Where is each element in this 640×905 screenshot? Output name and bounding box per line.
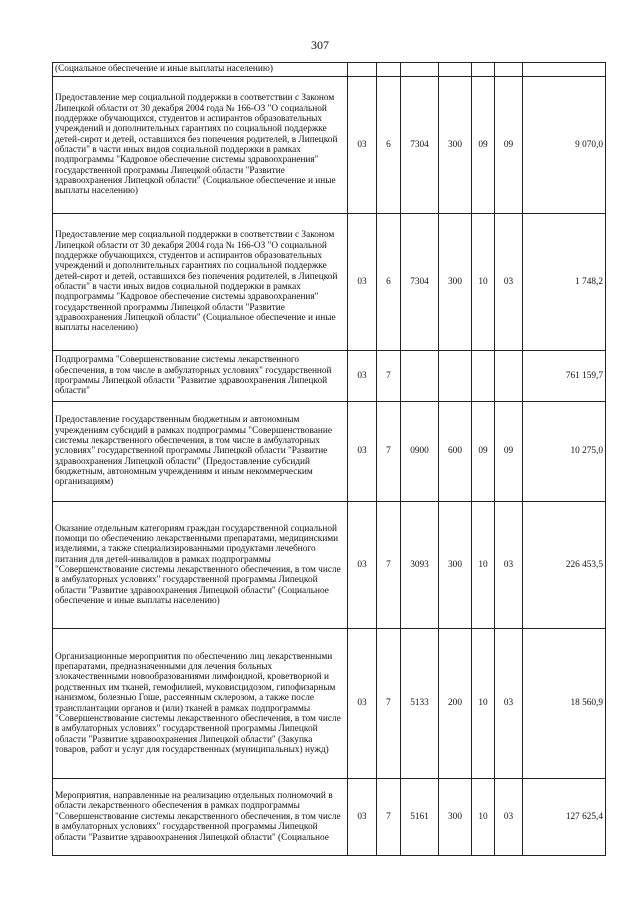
section-code (472, 63, 495, 77)
row-description: Оказание отдельным категориям граждан государственной социальной помощи по обеспечению лекарственными препаратами, медицинскими изделиями, а также специализированными продуктами лечебного питания для детей-инвалидов в рамках подпрограммы "Совершенствование системы лекарственного обеспечения, в том числе в амбулаторных условиях" государственной программы Липецкой области "Развитие здравоохранения Липецкой области" (Социальное обеспечение и иные выплаты населению) (53, 502, 348, 629)
table-row (53, 629, 606, 779)
section-code (472, 351, 495, 402)
subsection-code: 03 (495, 629, 523, 779)
program-code: 03 (348, 779, 377, 856)
subprogram-code: 6 (377, 77, 401, 214)
section-code: 09 (472, 402, 495, 502)
amount: 127 625,4 (523, 779, 606, 856)
target-code: 3093 (401, 502, 439, 629)
table-row (53, 779, 606, 856)
subprogram-code: 7 (377, 402, 401, 502)
target-code: 7304 (401, 77, 439, 214)
target-code: 7304 (401, 214, 439, 351)
table-row (53, 77, 606, 214)
subsection-code: 03 (495, 502, 523, 629)
amount: 9 070,0 (523, 77, 606, 214)
section-code: 09 (472, 77, 495, 214)
target-code: 5161 (401, 779, 439, 856)
program-code: 03 (348, 502, 377, 629)
subprogram-code (377, 63, 401, 77)
expense-type-code (439, 63, 472, 77)
budget-table (52, 62, 606, 856)
subprogram-code: 7 (377, 351, 401, 402)
target-code: 5133 (401, 629, 439, 779)
page-number: 307 (311, 38, 329, 52)
section-code: 10 (472, 779, 495, 856)
expense-type-code: 300 (439, 214, 472, 351)
subsection-code (495, 63, 523, 77)
expense-type-code: 300 (439, 77, 472, 214)
expense-type-code: 300 (439, 779, 472, 856)
row-description: Предоставление мер социальной поддержки в соответствии с Законом Липецкой области от 30 декабря 2004 года № 166-ОЗ "О социальной поддержке обучающихся, студентов и аспирантов образовательных учреждений и дополнительных гарантиях по социальной поддержке детей-сирот и детей, оставшихся без попечения родителей, в Липецкой области" в части иных видов социальной поддержки в рамках подпрограммы "Кадровое обеспечение системы здравоохранения" государственной программы Липецкой области "Развитие здравоохранения Липецкой области" (Социальное обеспечение и иные выплаты населению) (53, 77, 348, 214)
amount: 18 560,9 (523, 629, 606, 779)
target-code (401, 63, 439, 77)
program-code: 03 (348, 402, 377, 502)
target-code (401, 351, 439, 402)
row-description: Организационные мероприятия по обеспечению лиц лекарственными препаратами, предназначенными для лечения больных злокачественными новообразованиями лимфоидной, кроветворной и родственных им тканей, гемофилией, муковисцидозом, гипофизарным нанизмом, болезнью Гоше, рассеянным склерозом, а также после трансплантации органов и (или) тканей в рамках подпрограммы "Совершенствование системы лекарственного обеспечения, в том числе в амбулаторных условиях" государственной программы Липецкой области "Развитие здравоохранения Липецкой области" (Закупка товаров, работ и услуг для государственных (муниципальных) нужд) (53, 629, 348, 779)
subprogram-code: 6 (377, 214, 401, 351)
table-row (53, 351, 606, 402)
amount (523, 63, 606, 77)
amount: 761 159,7 (523, 351, 606, 402)
subsection-code: 09 (495, 402, 523, 502)
row-description: Предоставление государственным бюджетным и автономным учреждениям субсидий в рамках подпрограммы "Совершенствование системы лекарственного обеспечения, в том числе в амбулаторных условиях" государственной программы Липецкой области "Развитие здравоохранения Липецкой области" (Предоставление субсидий бюджетным, автономным учреждениям и иным некоммерческим организациям) (53, 402, 348, 502)
amount: 226 453,5 (523, 502, 606, 629)
expense-type-code (439, 351, 472, 402)
subprogram-code: 7 (377, 629, 401, 779)
subsection-code: 03 (495, 779, 523, 856)
table-row (53, 502, 606, 629)
row-description: Предоставление мер социальной поддержки в соответствии с Законом Липецкой области от 30 декабря 2004 года № 166-ОЗ "О социальной поддержке обучающихся, студентов и аспирантов образовательных учреждений и дополнительных гарантиях по социальной поддержке детей-сирот и детей, оставшихся без попечения родителей, в Липецкой области" в части иных видов социальной поддержки в рамках подпрограммы "Кадровое обеспечение системы здравоохранения" государственной программы Липецкой области "Развитие здравоохранения Липецкой области" (Социальное обеспечение и иные выплаты населению) (53, 214, 348, 351)
table-row (53, 214, 606, 351)
subprogram-code: 7 (377, 779, 401, 856)
row-description: (Социальное обеспечение и иные выплаты населению) (53, 63, 348, 77)
table-row (53, 63, 606, 77)
subsection-code: 03 (495, 214, 523, 351)
row-description: Подпрограмма "Совершенствование системы лекарственного обеспечения, в том числе в амбулаторных условиях" государственной программы Липецкой области "Развитие здравоохранения Липецкой области" (53, 351, 348, 402)
subprogram-code: 7 (377, 502, 401, 629)
program-code: 03 (348, 351, 377, 402)
section-code: 10 (472, 629, 495, 779)
program-code: 03 (348, 77, 377, 214)
section-code: 10 (472, 214, 495, 351)
program-code: 03 (348, 629, 377, 779)
table-row (53, 402, 606, 502)
row-description: Мероприятия, направленные на реализацию отдельных полномочий в области лекарственного обеспечения в рамках подпрограммы "Совершенствование системы лекарственного обеспечения, в том числе в амбулаторных условиях" государственной программы Липецкой области "Развитие здравоохранения Липецкой области" (Социальное (53, 779, 348, 856)
program-code (348, 63, 377, 77)
subsection-code (495, 351, 523, 402)
expense-type-code: 200 (439, 629, 472, 779)
target-code: 0900 (401, 402, 439, 502)
amount: 1 748,2 (523, 214, 606, 351)
amount: 10 275,0 (523, 402, 606, 502)
expense-type-code: 300 (439, 502, 472, 629)
expense-type-code: 600 (439, 402, 472, 502)
program-code: 03 (348, 214, 377, 351)
subsection-code: 09 (495, 77, 523, 214)
section-code: 10 (472, 502, 495, 629)
